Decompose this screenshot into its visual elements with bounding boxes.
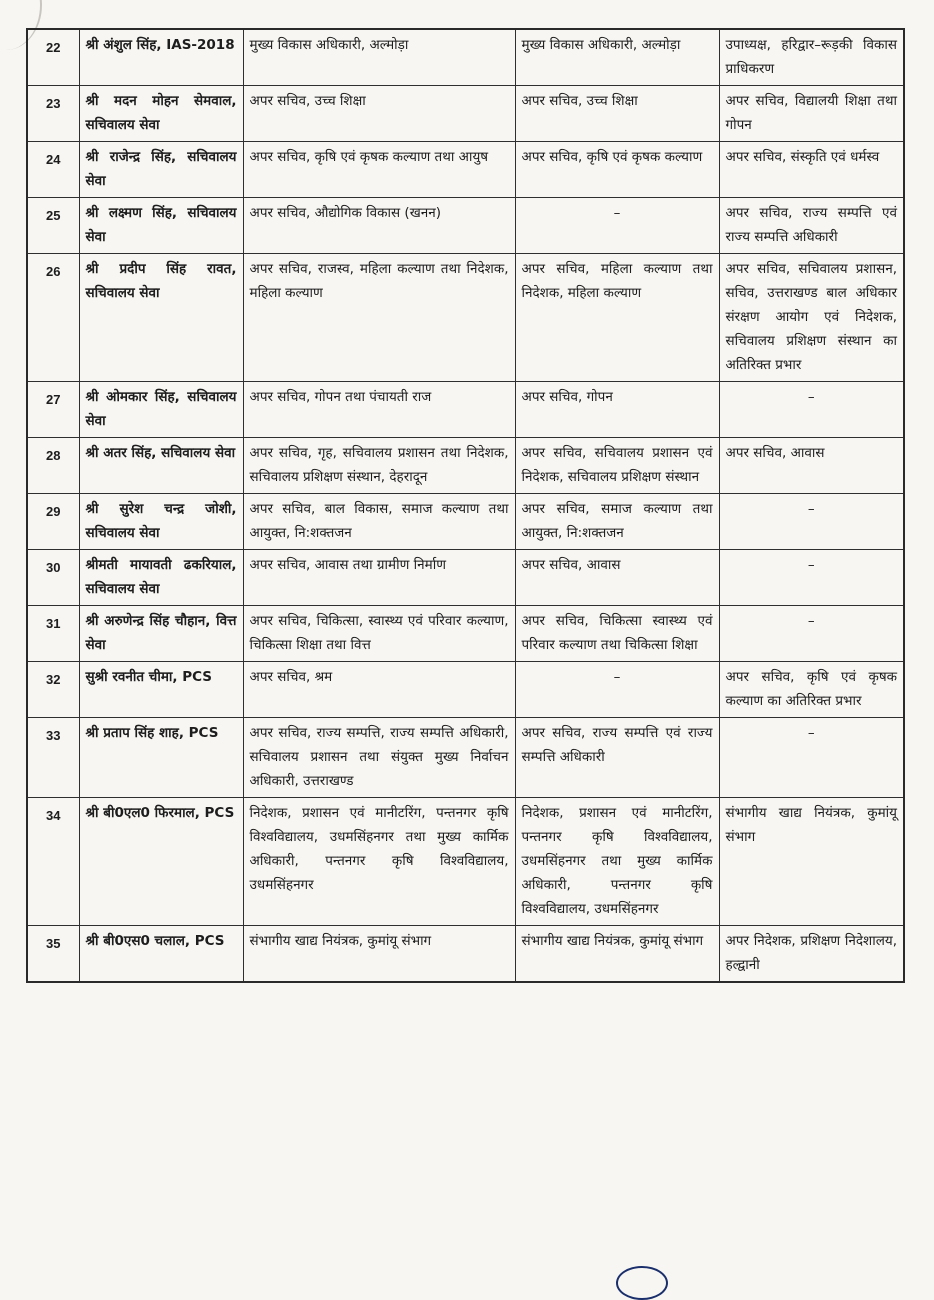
- retained-post: अपर सचिव, गोपन: [515, 382, 719, 438]
- table-row: [27, 198, 904, 254]
- stamp-mark: [616, 1266, 668, 1300]
- new-post: संभागीय खाद्य नियंत्रक, कुमांयू संभाग: [719, 798, 904, 926]
- new-post: –: [719, 606, 904, 662]
- document-sheet: [26, 28, 903, 983]
- officer-name: श्री लक्ष्मण सिंह, सचिवालय सेवा: [79, 198, 243, 254]
- officer-name: श्री ओमकार सिंह, सचिवालय सेवा: [79, 382, 243, 438]
- officer-name: श्री बी0एस0 चलाल, PCS: [79, 926, 243, 983]
- officer-name: श्रीमती मायावती ढकरियाल, सचिवालय सेवा: [79, 550, 243, 606]
- officer-name: सुश्री रवनीत चीमा, PCS: [79, 662, 243, 718]
- current-post: अपर सचिव, चिकित्सा, स्वास्थ्य एवं परिवार कल्याण, चिकित्सा शिक्षा तथा वित्त: [243, 606, 515, 662]
- officer-name: श्री मदन मोहन सेमवाल, सचिवालय सेवा: [79, 86, 243, 142]
- retained-post: अपर सचिव, राज्य सम्पत्ति एवं राज्य सम्पत्ति अधिकारी: [515, 718, 719, 798]
- table-row: [27, 494, 904, 550]
- officer-name: श्री प्रदीप सिंह रावत, सचिवालय सेवा: [79, 254, 243, 382]
- officer-name: श्री सुरेश चन्द्र जोशी, सचिवालय सेवा: [79, 494, 243, 550]
- officer-name: श्री अंशुल सिंह, IAS-2018: [79, 29, 243, 86]
- serial-number: 22: [27, 29, 79, 86]
- officer-name: श्री प्रताप सिंह शाह, PCS: [79, 718, 243, 798]
- table-row: [27, 718, 904, 798]
- table-row: [27, 606, 904, 662]
- serial-number: 28: [27, 438, 79, 494]
- current-post: अपर सचिव, औद्योगिक विकास (खनन): [243, 198, 515, 254]
- serial-number: 24: [27, 142, 79, 198]
- new-post: अपर निदेशक, प्रशिक्षण निदेशालय, हल्द्वानी: [719, 926, 904, 983]
- table-row: [27, 798, 904, 926]
- table-row: [27, 438, 904, 494]
- retained-post: अपर सचिव, कृषि एवं कृषक कल्याण: [515, 142, 719, 198]
- current-post: अपर सचिव, उच्च शिक्षा: [243, 86, 515, 142]
- retained-post: अपर सचिव, आवास: [515, 550, 719, 606]
- serial-number: 32: [27, 662, 79, 718]
- table-row: [27, 254, 904, 382]
- table-row: [27, 926, 904, 983]
- new-post: अपर सचिव, कृषि एवं कृषक कल्याण का अतिरिक्त प्रभार: [719, 662, 904, 718]
- serial-number: 29: [27, 494, 79, 550]
- retained-post: निदेशक, प्रशासन एवं मानीटरिंग, पन्तनगर कृषि विश्वविद्यालय, उधमसिंहनगर तथा मुख्य कार्मिक अधिकारी, पन्तनगर कृषि विश्वविद्यालय, उधमसिंहनगर: [515, 798, 719, 926]
- serial-number: 27: [27, 382, 79, 438]
- serial-number: 33: [27, 718, 79, 798]
- table-row: [27, 662, 904, 718]
- officer-name: श्री अरुणेन्द्र सिंह चौहान, वित्त सेवा: [79, 606, 243, 662]
- posting-table-body: [27, 29, 904, 982]
- current-post: अपर सचिव, गोपन तथा पंचायती राज: [243, 382, 515, 438]
- table-row: [27, 382, 904, 438]
- retained-post: अपर सचिव, महिला कल्याण तथा निदेशक, महिला कल्याण: [515, 254, 719, 382]
- serial-number: 26: [27, 254, 79, 382]
- current-post: अपर सचिव, राजस्व, महिला कल्याण तथा निदेशक, महिला कल्याण: [243, 254, 515, 382]
- officer-name: श्री बी0एल0 फिरमाल, PCS: [79, 798, 243, 926]
- current-post: निदेशक, प्रशासन एवं मानीटरिंग, पन्तनगर कृषि विश्वविद्यालय, उधमसिंहनगर तथा मुख्य कार्मिक अधिकारी, पन्तनगर कृषि विश्वविद्यालय, उधमसिंहनगर: [243, 798, 515, 926]
- current-post: अपर सचिव, कृषि एवं कृषक कल्याण तथा आयुष: [243, 142, 515, 198]
- table-row: [27, 86, 904, 142]
- serial-number: 30: [27, 550, 79, 606]
- retained-post: संभागीय खाद्य नियंत्रक, कुमांयू संभाग: [515, 926, 719, 983]
- retained-post: अपर सचिव, सचिवालय प्रशासन एवं निदेशक, सचिवालय प्रशिक्षण संस्थान: [515, 438, 719, 494]
- new-post: –: [719, 718, 904, 798]
- new-post: अपर सचिव, आवास: [719, 438, 904, 494]
- current-post: अपर सचिव, बाल विकास, समाज कल्याण तथा आयुक्त, नि:शक्तजन: [243, 494, 515, 550]
- new-post: अपर सचिव, राज्य सम्पत्ति एवं राज्य सम्पत्ति अधिकारी: [719, 198, 904, 254]
- serial-number: 35: [27, 926, 79, 983]
- current-post: अपर सचिव, राज्य सम्पत्ति, राज्य सम्पत्ति अधिकारी, सचिवालय प्रशासन तथा संयुक्त मुख्य निर्वाचन अधिकारी, उत्तराखण्ड: [243, 718, 515, 798]
- new-post: उपाध्यक्ष, हरिद्वार–रूड़की विकास प्राधिकरण: [719, 29, 904, 86]
- table-row: [27, 142, 904, 198]
- officer-name: श्री अतर सिंह, सचिवालय सेवा: [79, 438, 243, 494]
- new-post: –: [719, 382, 904, 438]
- retained-post: –: [515, 198, 719, 254]
- new-post: –: [719, 494, 904, 550]
- retained-post: अपर सचिव, उच्च शिक्षा: [515, 86, 719, 142]
- retained-post: मुख्य विकास अधिकारी, अल्मोड़ा: [515, 29, 719, 86]
- current-post: अपर सचिव, गृह, सचिवालय प्रशासन तथा निदेशक, सचिवालय प्रशिक्षण संस्थान, देहरादून: [243, 438, 515, 494]
- serial-number: 34: [27, 798, 79, 926]
- serial-number: 31: [27, 606, 79, 662]
- current-post: संभागीय खाद्य नियंत्रक, कुमांयू संभाग: [243, 926, 515, 983]
- new-post: अपर सचिव, सचिवालय प्रशासन, सचिव, उत्तराखण्ड बाल अधिकार संरक्षण आयोग एवं निदेशक, सचिवालय प्रशिक्षण संस्थान का अतिरिक्त प्रभार: [719, 254, 904, 382]
- posting-table: [26, 28, 905, 983]
- new-post: –: [719, 550, 904, 606]
- current-post: मुख्य विकास अधिकारी, अल्मोड़ा: [243, 29, 515, 86]
- new-post: अपर सचिव, विद्यालयी शिक्षा तथा गोपन: [719, 86, 904, 142]
- serial-number: 25: [27, 198, 79, 254]
- current-post: अपर सचिव, श्रम: [243, 662, 515, 718]
- retained-post: अपर सचिव, चिकित्सा स्वास्थ्य एवं परिवार कल्याण तथा चिकित्सा शिक्षा: [515, 606, 719, 662]
- new-post: अपर सचिव, संस्कृति एवं धर्मस्व: [719, 142, 904, 198]
- serial-number: 23: [27, 86, 79, 142]
- table-row: [27, 550, 904, 606]
- officer-name: श्री राजेन्द्र सिंह, सचिवालय सेवा: [79, 142, 243, 198]
- table-row: [27, 29, 904, 86]
- retained-post: अपर सचिव, समाज कल्याण तथा आयुक्त, नि:शक्तजन: [515, 494, 719, 550]
- current-post: अपर सचिव, आवास तथा ग्रामीण निर्माण: [243, 550, 515, 606]
- retained-post: –: [515, 662, 719, 718]
